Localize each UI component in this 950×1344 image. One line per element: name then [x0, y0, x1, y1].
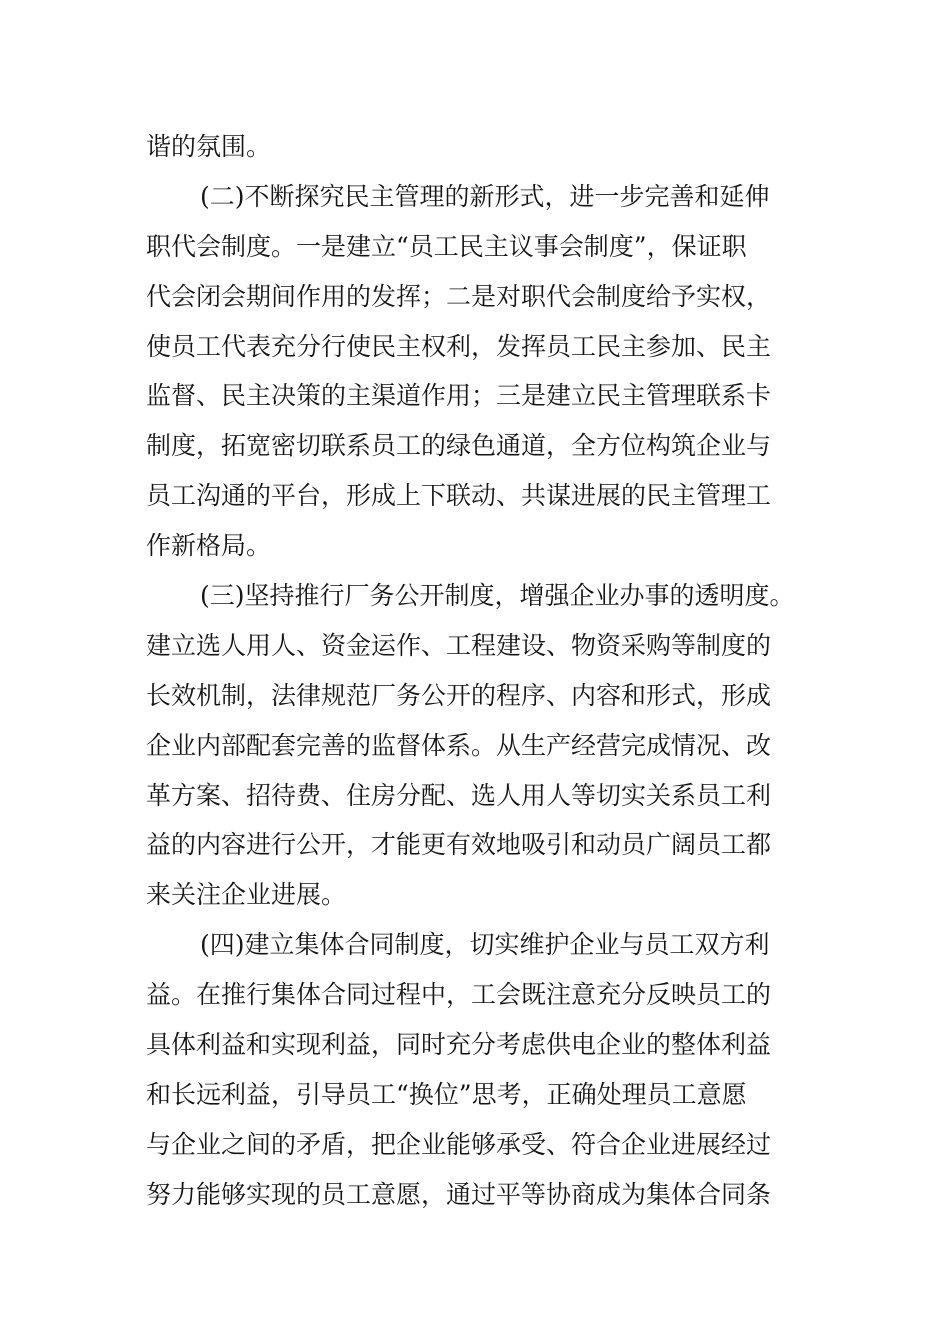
text-line: (二)不断探究民主管理的新形式，进一步完善和延伸 — [200, 181, 770, 211]
text-line: 谐的氛围。 — [146, 132, 272, 161]
text-line: 作新格局。 — [146, 531, 272, 561]
body-text — [146, 122, 826, 1220]
text-line: 企业内部配套完善的监督体系。从生产经营完成情况、改 — [146, 730, 772, 760]
text-line: 革方案、招待费、住房分配、选人用人等切实关系员工利 — [146, 780, 772, 810]
text-line: 长效机制，法律规范厂务公开的程序、内容和形式，形成 — [146, 680, 772, 710]
text-line: 具体利益和实现利益，同时充分考虑供电企业的整体利益 — [146, 1030, 772, 1060]
text-line: 监督、民主决策的主渠道作用；三是建立民主管理联系卡 — [146, 381, 772, 411]
paragraph-section-2 — [146, 172, 826, 571]
text-line: 建立选人用人、资金运作、工程建设、物资采购等制度的 — [146, 630, 772, 660]
text-line: 来关注企业进展。 — [146, 880, 347, 910]
text-line: 使员工代表充分行使民主权利，发挥员工民主参加、民主 — [146, 331, 772, 361]
text-line: 职代会制度。一是建立“员工民主议事会制度”，保证职 — [146, 231, 747, 261]
text-line: (三)坚持推行厂务公开制度，增强企业办事的透明度。 — [200, 581, 795, 611]
text-line: (四)建立集体合同制度，切实维护企业与员工双方利 — [200, 930, 770, 960]
text-line: 员工沟通的平台，形成上下联动、共谋进展的民主管理工 — [146, 481, 772, 511]
paragraph-section-3 — [146, 571, 826, 920]
text-line: 制度，拓宽密切联系员工的绿色通道，全方位构筑企业与 — [146, 431, 772, 461]
paragraph-section-4 — [146, 920, 826, 1219]
text-line: 努力能够实现的员工意愿，通过平等协商成为集体合同条 — [146, 1179, 772, 1209]
text-line: 代会闭会期间作用的发挥；二是对职代会制度给予实权， — [146, 281, 772, 311]
text-line: 益。在推行集体合同过程中，工会既注意充分反映员工的 — [146, 980, 772, 1010]
paragraph-continuation — [146, 122, 826, 172]
text-line: 和长远利益，引导员工“换位”思考，正确处理员工意愿 — [146, 1079, 747, 1109]
text-line: 益的内容进行公开，才能更有效地吸引和动员广阔员工都 — [146, 830, 772, 860]
text-line: 与企业之间的矛盾，把企业能够承受、符合企业进展经过 — [146, 1129, 772, 1159]
